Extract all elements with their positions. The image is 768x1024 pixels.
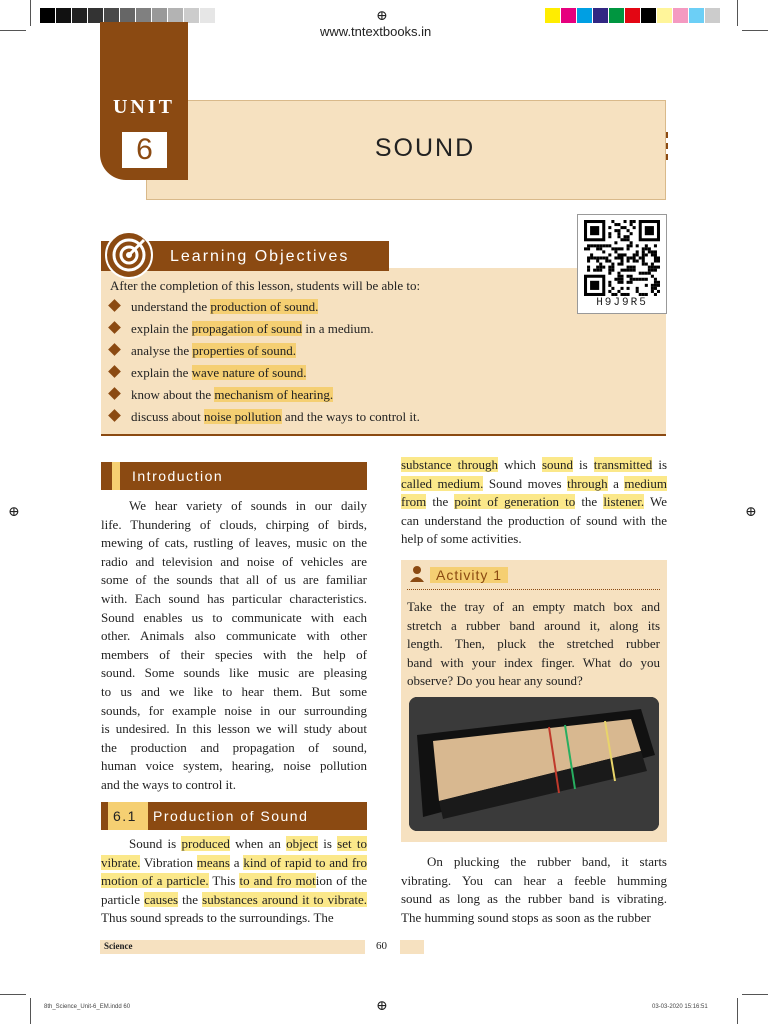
text-line: band with your index finger. What do you <box>407 654 660 670</box>
text-line: Take the tray of an empty match box and <box>407 599 660 614</box>
highlighted-phrase: sound <box>541 457 573 472</box>
bullet-diamond-icon <box>108 321 121 334</box>
bullet-diamond-icon <box>108 409 121 422</box>
highlighted-phrase: propagation of sound <box>191 321 303 336</box>
objective-item: understand the production of sound. <box>110 299 318 315</box>
highlighted-phrase: point of generation to <box>454 494 576 510</box>
highlighted-phrase: set to <box>337 836 368 851</box>
text-line: can understand the production of sound with the <box>401 512 667 528</box>
text-line: sounds, for example noise in our surrounding <box>101 702 367 718</box>
objective-item: know about the mechanism of hearing. <box>110 387 333 403</box>
highlighted-phrase: motion of a particle. <box>101 873 209 889</box>
text-line: and the ways to control it. <box>101 777 237 792</box>
text-line: is undesired. In this lesson we will study about <box>101 721 367 737</box>
highlighted-phrase: causes <box>144 891 179 907</box>
text-line: help of some activities. <box>401 531 522 547</box>
highlighted-phrase: called medium. <box>401 475 484 491</box>
bullet-diamond-icon <box>108 343 121 356</box>
highlighted-phrase: kind of rapid to and fro <box>243 854 367 870</box>
heading-accent <box>112 462 120 490</box>
text-line: radio and television and noise of vehicles are <box>101 553 367 569</box>
objective-item: analyse the properties of sound. <box>110 343 296 359</box>
text-line: vibrate. Vibration means a kind of rapid to and fro <box>101 854 367 870</box>
text-line: length. Then, pluck the stretched rubber <box>407 636 660 652</box>
section-number: 6.1 <box>113 808 137 824</box>
objectives-heading: Learning Objectives <box>170 248 350 265</box>
highlighted-phrase: produced <box>181 836 230 851</box>
unit-label: UNIT <box>112 96 175 118</box>
highlighted-phrase: production of sound. <box>210 299 319 314</box>
registration-target-icon: ⊕ <box>376 999 388 1014</box>
file-slug: 8th_Science_Unit-6_EM.indd 60 <box>44 1004 131 1010</box>
bullet-diamond-icon <box>108 365 121 378</box>
qr-code-label: H9J9R5 <box>596 297 648 309</box>
objective-item: explain the propagation of sound in a medium. <box>110 321 374 337</box>
text-line: members of their species with the help of <box>101 646 367 662</box>
highlighted-phrase: substance through <box>401 457 499 472</box>
text-line: with. Each sound has particular characteristics. <box>101 591 367 606</box>
matchbox-rubber-band-photo <box>409 697 659 831</box>
highlighted-phrase: listener. <box>603 494 645 510</box>
highlighted-phrase: vibrate. <box>101 854 141 870</box>
unit-number: 6 <box>122 132 167 168</box>
activity-heading: Activity 1 <box>430 567 508 583</box>
text-line: mewing of cats, rustling of leaves, music on the <box>101 535 367 551</box>
text-line: Thus sound spreads to the surroundings. The <box>101 910 334 926</box>
activity-person-icon <box>407 564 427 584</box>
footer-subject: Science <box>104 941 133 951</box>
highlighted-phrase: noise pollution <box>203 409 282 424</box>
text-line: motion of a particle. This to and fro motion of the <box>101 873 367 889</box>
page-title: SOUND <box>374 134 476 162</box>
registration-target-icon: ⊕ <box>745 505 757 520</box>
highlighted-phrase: mechanism of hearing. <box>214 387 334 402</box>
highlighted-phrase: transmitted <box>593 457 653 472</box>
bullet-diamond-icon <box>108 299 121 312</box>
text-line: stretch a rubber band around it, along its <box>407 617 660 633</box>
text-line: some of the sounds that all of us are familiar <box>101 572 367 588</box>
text-line: sound. Some sounds like music are pleasing <box>101 665 367 681</box>
text-line: The humming sound stops as soon as the rubber <box>401 909 651 925</box>
text-line: life. Thundering of clouds, chirping of birds, <box>101 516 367 532</box>
highlighted-phrase: object <box>286 836 318 851</box>
objective-item: discuss about noise pollution and the ways to control it. <box>110 409 420 425</box>
page-number: 60 <box>376 940 387 952</box>
highlighted-phrase: to and fro mot <box>239 873 316 889</box>
text-line: human voice system, hearing, noise pollution <box>101 758 367 774</box>
text-line: the production and propagation of sound, <box>101 739 367 755</box>
text-line: other. Animals also communicate with other <box>101 628 367 644</box>
objectives-intro: After the completion of this lesson, students will be able to: <box>110 278 421 293</box>
footer-tab <box>400 940 424 954</box>
highlighted-phrase: through <box>567 475 608 491</box>
section-heading: Production of Sound <box>153 808 309 824</box>
text-line: particle causes the substances around it to vibrate. <box>101 891 367 907</box>
date-slug: 03-03-2020 15:16:51 <box>652 1004 708 1010</box>
text-line: Sound enables us to communicate with each <box>101 609 367 625</box>
text-line: called medium. Sound moves through a medium <box>401 475 667 491</box>
bullet-diamond-icon <box>108 387 121 400</box>
highlighted-phrase: means <box>196 854 230 870</box>
highlighted-phrase: wave nature of sound. <box>191 365 307 380</box>
qr-code-icon[interactable] <box>584 220 660 296</box>
text-line: Sound is produced when an object is set to <box>129 836 368 851</box>
registration-target-icon: ⊕ <box>8 505 20 520</box>
website-url: www.tntextbooks.in <box>320 24 432 39</box>
text-line: observe? Do you hear any sound? <box>407 673 583 689</box>
target-icon <box>104 230 154 280</box>
text-line: substance through which sound is transmitted is <box>401 457 668 472</box>
activity-divider <box>407 589 660 590</box>
highlighted-phrase: substances around it to vibrate. <box>202 891 367 907</box>
text-line: We hear variety of sounds in our daily <box>129 498 367 513</box>
text-line: from the point of generation to the listener. We <box>401 494 667 510</box>
qr-code-box[interactable] <box>577 214 667 314</box>
text-line: to us and we like to hear them. But some <box>101 684 367 699</box>
highlighted-phrase: from <box>401 494 427 510</box>
text-line: On plucking the rubber band, it starts <box>427 854 667 869</box>
highlighted-phrase: properties of sound. <box>192 343 296 358</box>
introduction-heading: Introduction <box>132 468 224 484</box>
highlighted-phrase: medium <box>624 475 667 491</box>
objective-item: explain the wave nature of sound. <box>110 365 306 381</box>
registration-target-icon: ⊕ <box>376 9 388 24</box>
text-line: sound as long as the rubber band is vibrating. <box>401 891 667 907</box>
footer-band <box>100 940 365 954</box>
text-line: vibrating. You can hear a feeble humming <box>401 872 667 888</box>
